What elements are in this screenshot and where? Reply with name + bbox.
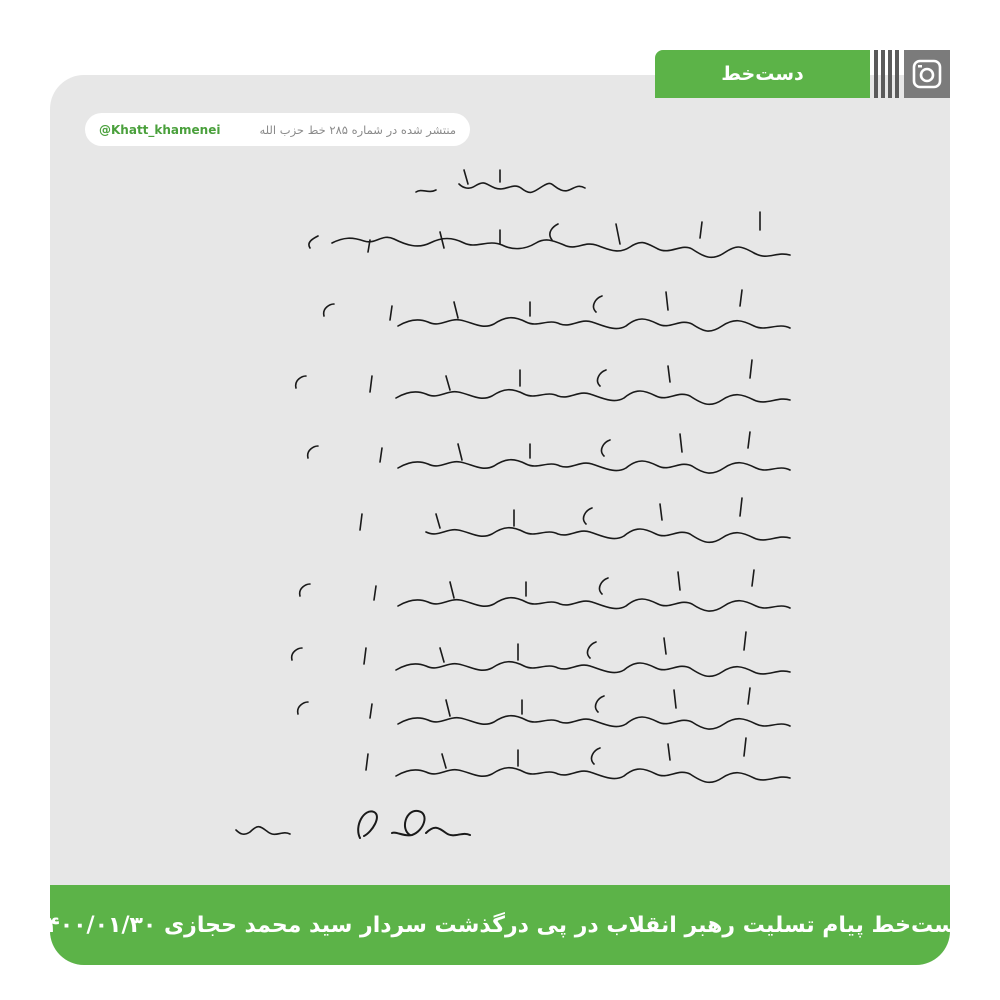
- handwritten-letter: [200, 160, 800, 860]
- social-handle[interactable]: @Khatt_khamenei: [99, 122, 221, 137]
- decorative-stripes: [870, 50, 900, 98]
- publication-note: منتشر شده در شماره ۲۸۵ خط حزب الله: [259, 122, 456, 137]
- tab-label: دست‌خط: [721, 63, 804, 85]
- camera-icon[interactable]: [904, 50, 950, 98]
- caption-bar: [32, 885, 968, 965]
- camera-glyph: [912, 59, 942, 89]
- category-tab[interactable]: [655, 50, 870, 98]
- caption-text: دست‌خط پیام تسلیت رهبر انقلاب در پی درگذشت سردار سید محمد حجازی ۱۴۰۰/۰۱/۳۰: [32, 912, 968, 938]
- source-pill: [85, 113, 470, 146]
